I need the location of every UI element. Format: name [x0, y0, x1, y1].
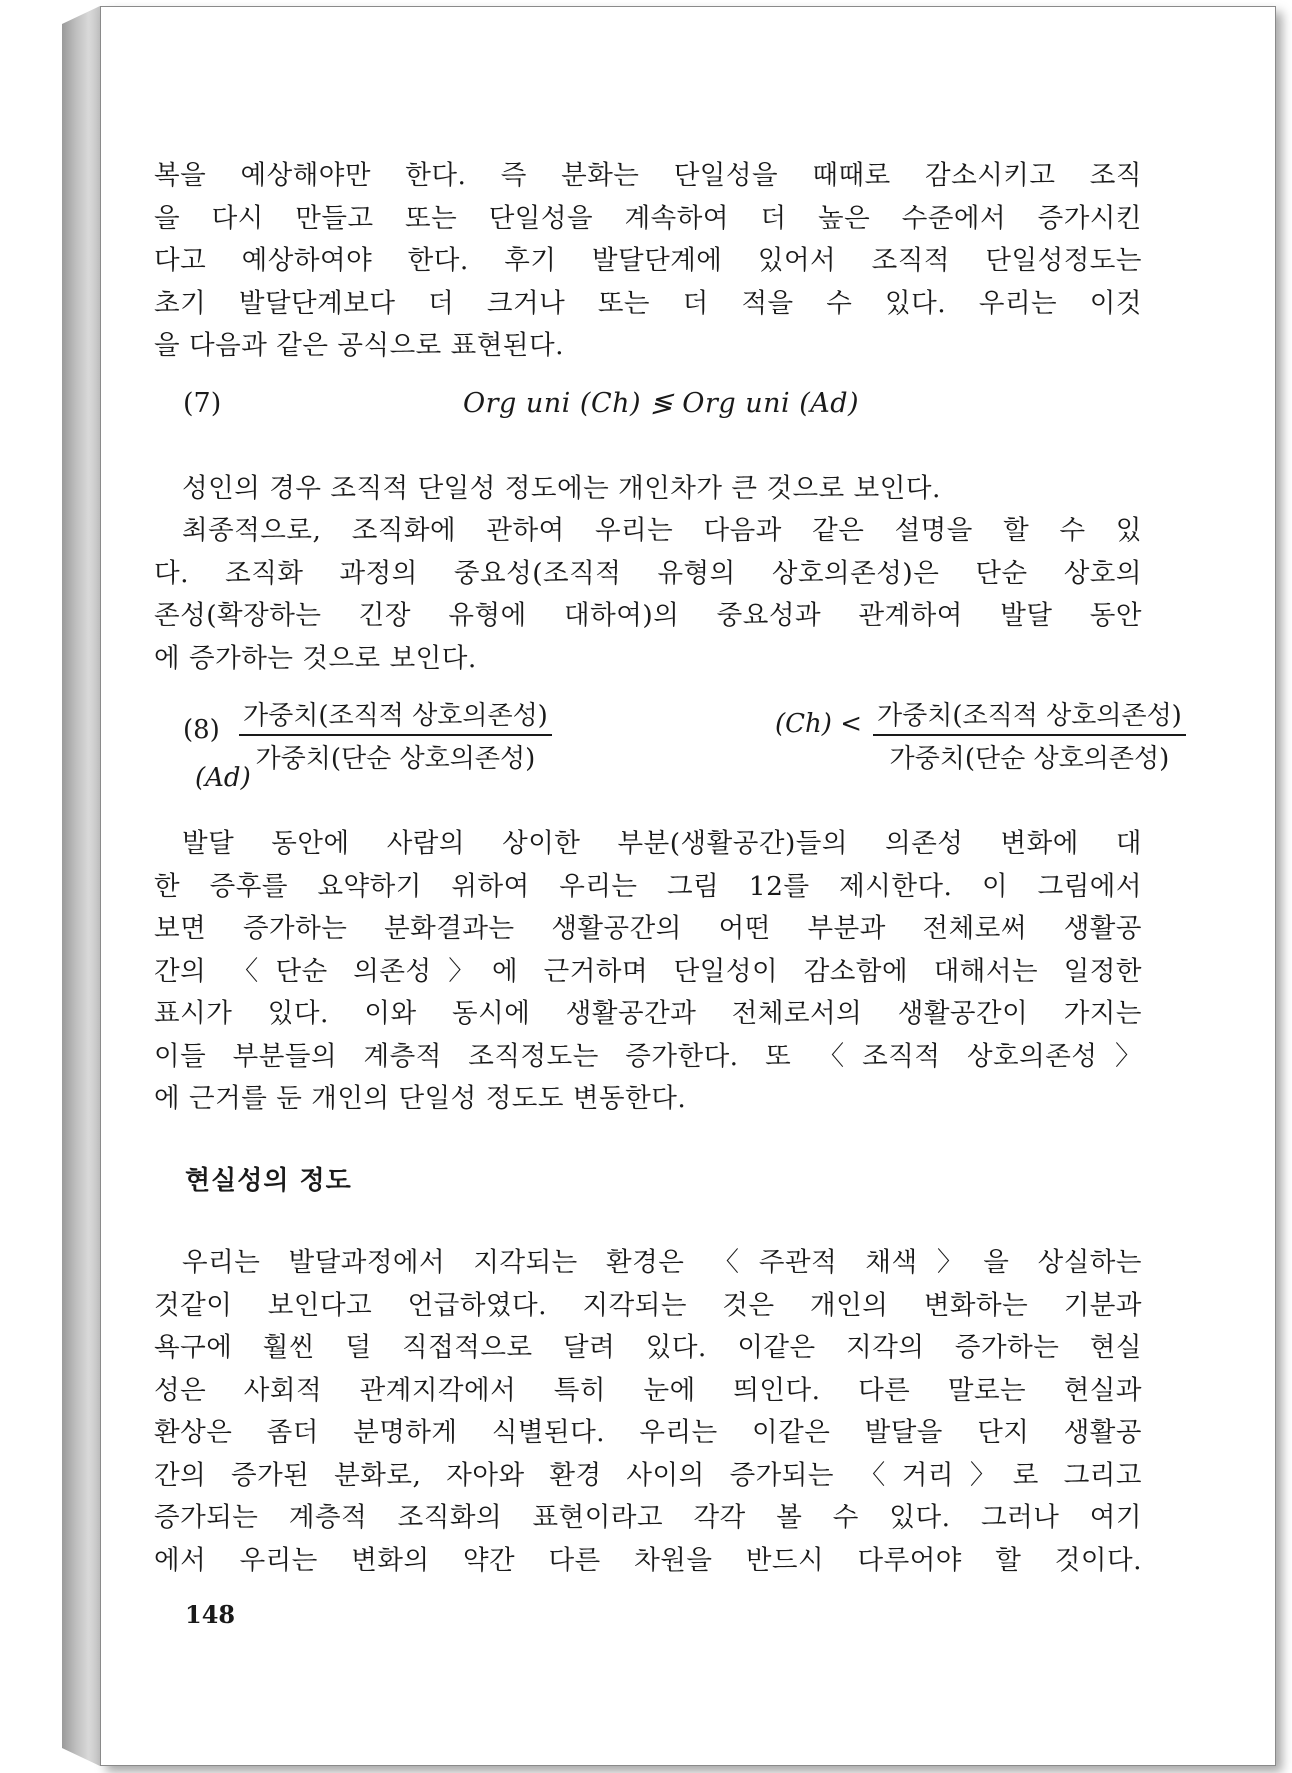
text-line: 표시가 있다. 이와 동시에 생활공간과 전체로서의 생활공간이 가지는 [154, 998, 1142, 1029]
text-line: 간의 〈단순 의존성〉에 근거하며 단일성이 감소함에 대해서는 일정한 [154, 955, 1142, 987]
paragraph-4 [154, 823, 1142, 1121]
equation-middle: (Ch) < [775, 709, 862, 739]
text-line: 최종적으로, 조직화에 관하여 우리는 다음과 같은 설명을 할 수 있 [182, 515, 1142, 546]
text-line: 복을 예상해야만 한다. 즉 분화는 단일성을 때때로 감소시키고 조직 [154, 160, 1142, 191]
text-line: 한 증후를 요약하기 위하여 우리는 그림 12를 제시한다. 이 그림에서 [154, 870, 1142, 902]
equation-trailing: (Ad) [195, 763, 251, 793]
fraction-numerator: 가중치(조직적 상호의존성) [239, 695, 552, 736]
text-line: 환상은 좀더 분명하게 식별된다. 우리는 이같은 발달을 단지 생활공 [154, 1417, 1142, 1448]
paragraph-3 [154, 510, 1142, 680]
equation-expression: Org uni (Ch) ≶ Org uni (Ad) [463, 388, 860, 419]
text-line: 성은 사회적 관계지각에서 특히 눈에 띄인다. 다른 말로는 현실과 [154, 1374, 1142, 1406]
page-number: 148 [185, 1600, 236, 1629]
equation-number: (8) [183, 715, 220, 745]
equation-number: (7) [183, 388, 222, 419]
fraction-denominator: 가중치(단순 상호의존성) [889, 744, 1170, 774]
paragraph-1 [154, 155, 1142, 368]
text-line: 초기 발달단계보다 더 크거나 또는 더 적을 수 있다. 우리는 이것 [154, 287, 1142, 319]
text-line: 성인의 경우 조직적 단일성 정도에는 개인차가 큰 것으로 보인다. [182, 473, 941, 504]
text-line: 증가되는 계층적 조직화의 표현이라고 각각 볼 수 있다. 그러나 여기 [154, 1502, 1142, 1533]
fraction-denominator: 가중치(단순 상호의존성) [255, 744, 536, 774]
fraction-numerator: 가중치(조직적 상호의존성) [873, 695, 1186, 736]
text-line: 발달 동안에 사람의 상이한 부분(생활공간)들의 의존성 변화에 대 [182, 828, 1142, 859]
text-line: 을 다음과 같은 공식으로 표현된다. [154, 330, 565, 361]
text-line: 보면 증가하는 분화결과는 생활공간의 어떤 부분과 전체로써 생활공 [154, 913, 1142, 944]
paragraph-5 [154, 1242, 1142, 1582]
text-line: 다고 예상하여야 한다. 후기 발달단계에 있어서 조직적 단일성정도는 [154, 245, 1142, 276]
book-spine [62, 6, 100, 1766]
text-line: 다. 조직화 과정의 중요성(조직적 유형의 상호의존성)은 단순 상호의 [154, 557, 1142, 589]
text-line: 을 다시 만들고 또는 단일성을 계속하여 더 높은 수준에서 증가시킨 [154, 202, 1142, 234]
equation-7 [183, 382, 963, 430]
text-line: 존성(확장하는 긴장 유형에 대하여)의 중요성과 관계하여 발달 동안 [154, 600, 1142, 631]
text-line: 에 근거를 둔 개인의 단일성 정도도 변동한다. [154, 1083, 687, 1114]
text-line: 간의 증가된 분화로, 자아와 환경 사이의 증가되는 〈거리〉로 그리고 [154, 1459, 1142, 1491]
paragraph-2 [182, 468, 1112, 511]
text-line: 욕구에 훨씬 덜 직접적으로 달려 있다. 이같은 지각의 증가하는 현실 [154, 1332, 1142, 1363]
section-heading: 현실성의 정도 [185, 1166, 352, 1196]
right-fraction [873, 695, 1186, 775]
text-line: 이들 부분들의 계층적 조직정도는 증가한다. 또 〈조직적 상호의존성〉 [154, 1040, 1142, 1072]
text-line: 우리는 발달과정에서 지각되는 환경은 〈주관적 채색〉을 상실하는 [182, 1247, 1142, 1278]
text-line: 것같이 보인다고 언급하였다. 지각되는 것은 개인의 변화하는 기분과 [154, 1289, 1142, 1321]
text-line: 에서 우리는 변화의 약간 다른 차원을 반드시 다루어야 할 것이다. [154, 1544, 1142, 1576]
text-line: 에 증가하는 것으로 보인다. [154, 642, 477, 674]
left-fraction [239, 695, 552, 775]
equation-8 [183, 695, 1182, 805]
